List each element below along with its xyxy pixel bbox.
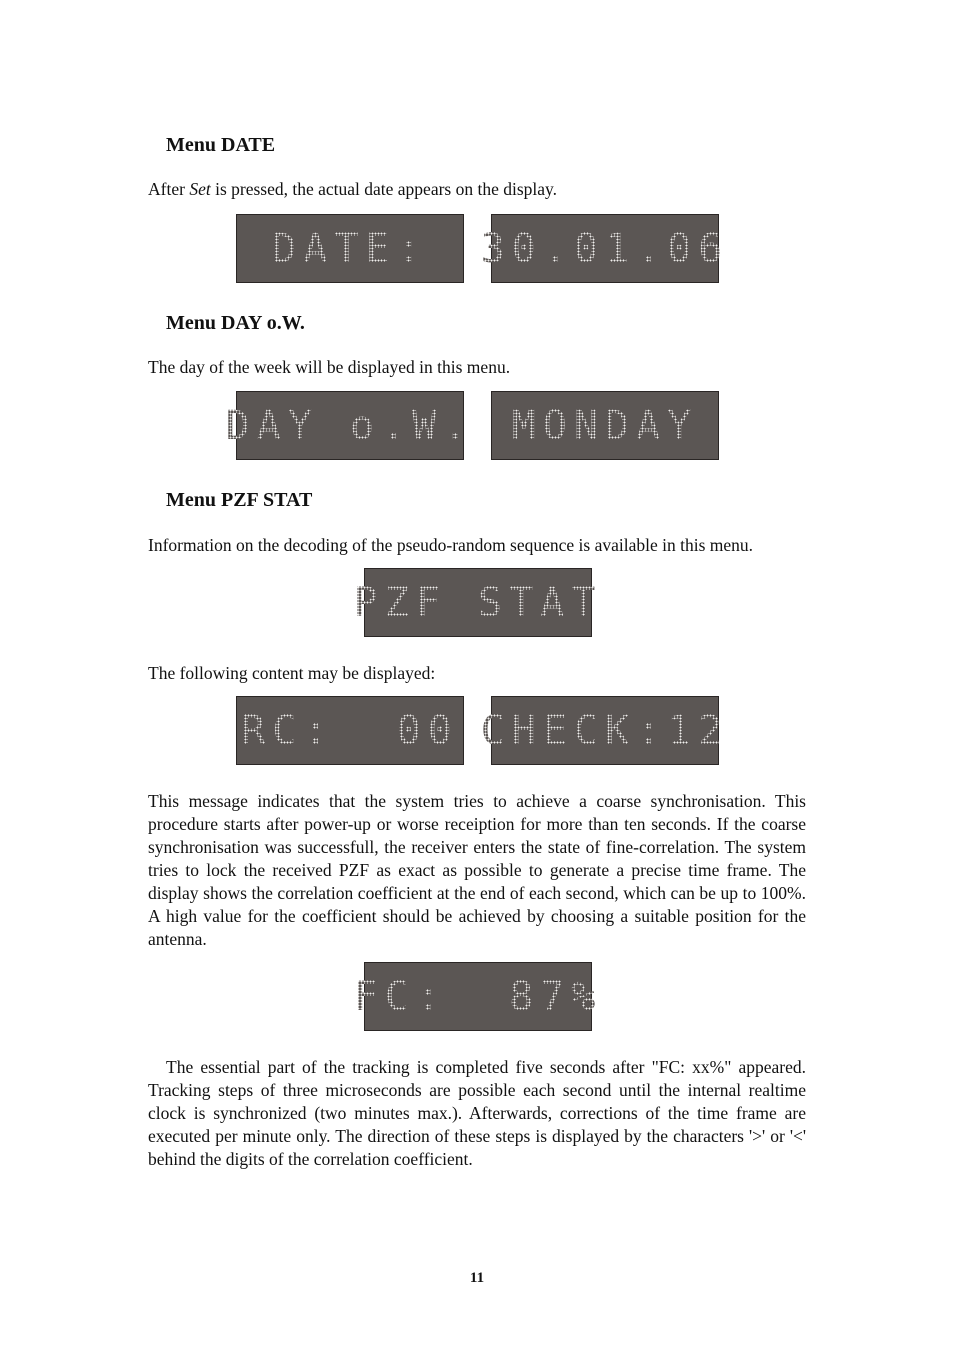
heading-menu-day: Menu DAY o.W. — [166, 312, 305, 334]
date-intro — [148, 178, 806, 201]
lcd-fc-text: FC: 87% — [353, 973, 603, 1020]
lcd-date-label-text: DATE: — [272, 225, 428, 272]
day-intro: The day of the week will be displayed in this menu. — [148, 357, 511, 377]
lcd-date-label — [236, 214, 464, 283]
pzf-tracking: The essential part of the tracking is completed five seconds after "FC: xx%" appeared. Tracking steps of three microseconds are possible each second until the internal realtime clock is synchronized (two minutes max.). Afterwards, corrections of the time frame are executed per minute only. The direction of these steps is displayed by the characters '>' or '<' behind the digits of the correlation coefficient. — [148, 1057, 806, 1169]
lcd-date-value — [480, 214, 730, 283]
lcd-day-value — [491, 391, 719, 460]
date-intro-set: Set — [189, 179, 211, 199]
heading-menu-date: Menu DATE — [166, 134, 276, 156]
lcd-day-label-text: DAY o.W. — [225, 402, 475, 449]
lcd-check — [480, 696, 730, 765]
lcd-date-value-text: 30.01.06 — [480, 225, 730, 272]
pzf-following: The following content may be displayed: — [148, 663, 436, 683]
lcd-check-text: CHECK:12 — [480, 707, 730, 754]
lcd-fc — [353, 962, 603, 1031]
lcd-rc — [236, 696, 464, 765]
page-number: 11 — [469, 1270, 485, 1286]
heading-menu-pzf-stat: Menu PZF STAT — [166, 489, 313, 511]
lcd-pzf-stat — [353, 568, 603, 637]
lcd-pzf-stat-text: PZF STAT — [353, 579, 603, 626]
lcd-day-label — [225, 391, 475, 460]
date-intro-before: After — [148, 179, 190, 199]
date-intro-after: is pressed, the actual date appears on the display. — [210, 179, 558, 199]
lcd-rc-text: RC: 00 — [241, 707, 459, 754]
pzf-intro: Information on the decoding of the pseudo-random sequence is available in this menu. — [148, 535, 754, 555]
pzf-message: This message indicates that the system tries to achieve a coarse synchronisation. This procedure starts after power-up or worse receiption for more than ten seconds. If the coarse synchronisation was successfull, the receiver enters the state of fine-correlation. The system tries to lock the received PZF as exact as possible to generate a precise time frame. The display shows the correlation coefficient at the end of each second, which can be up to 100%. A high value for the coefficient should be achieved by choosing a suitable position for the antenna. — [148, 791, 806, 949]
lcd-day-value-text: MONDAY — [511, 402, 699, 449]
